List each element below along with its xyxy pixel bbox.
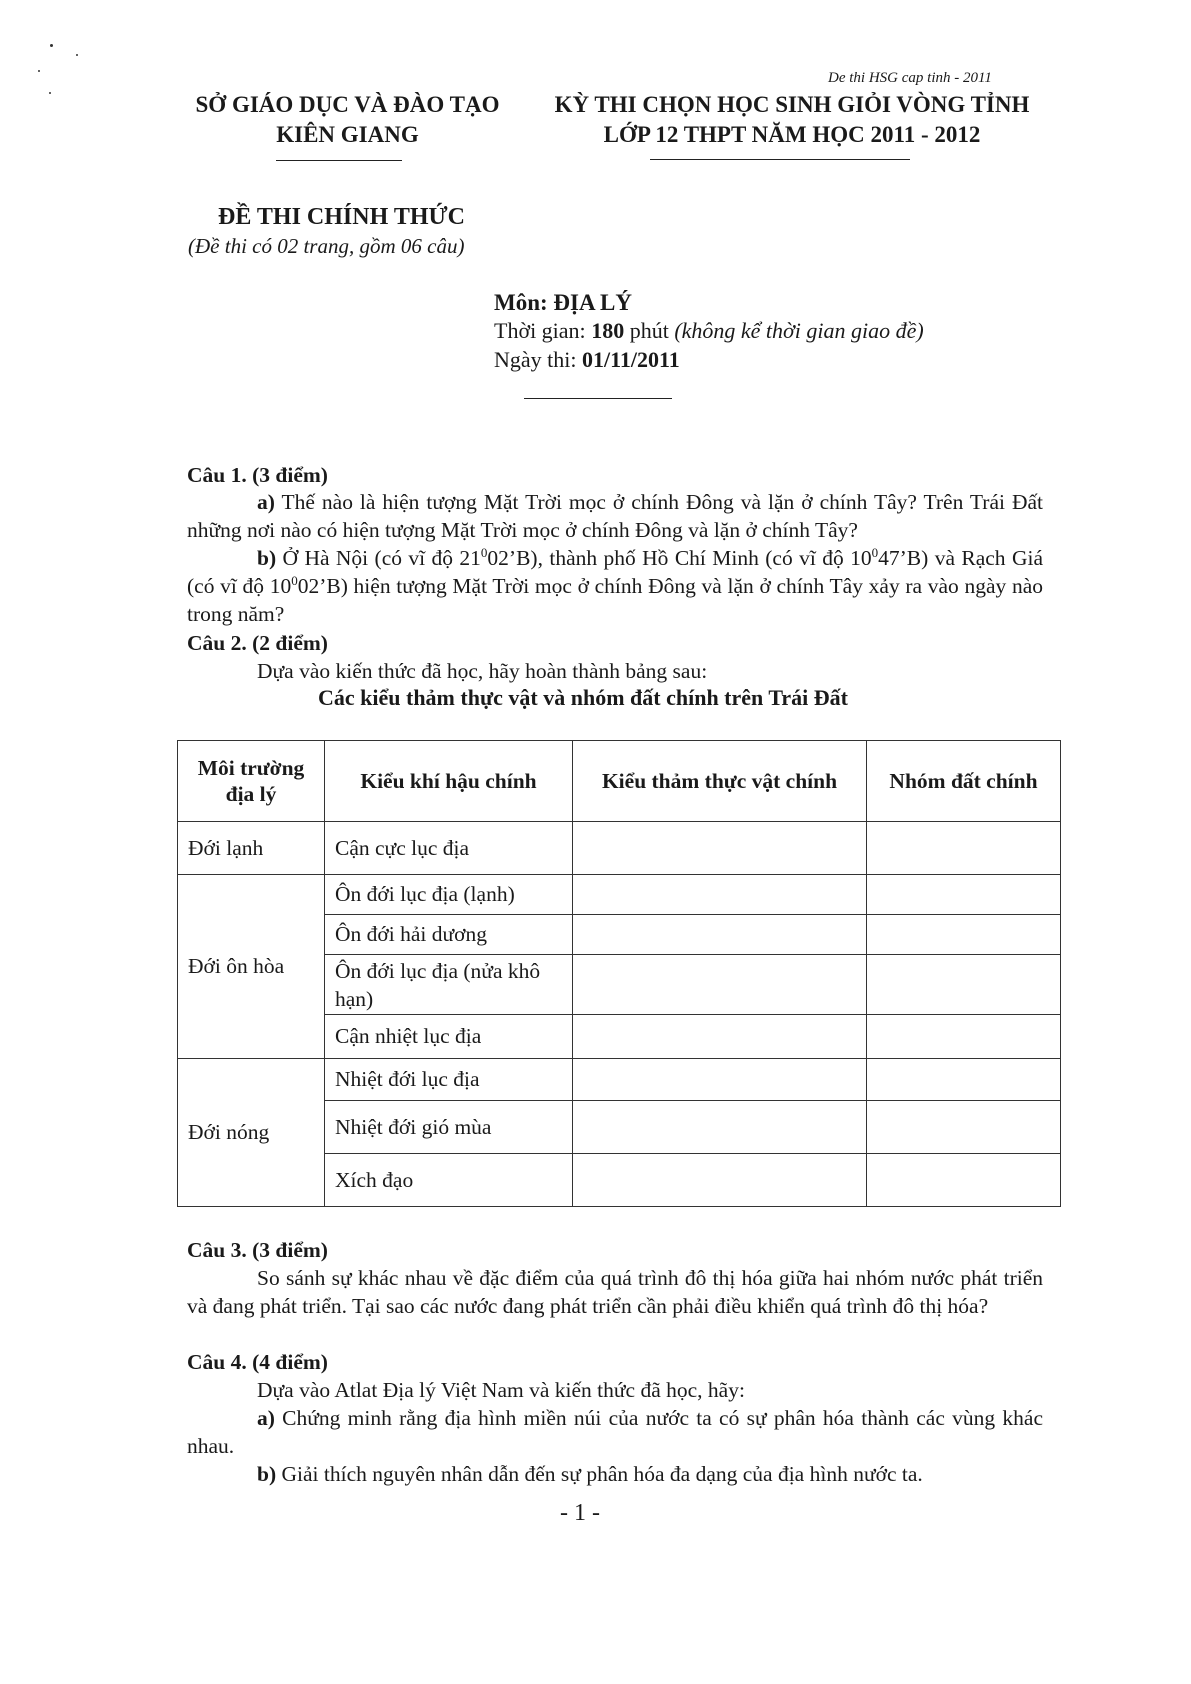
right-header-underline (650, 159, 910, 160)
zone-cell: Đới nóng (178, 1059, 325, 1207)
q1-a-text: Thế nào là hiện tượng Mặt Trời mọc ở chính Đông và lặn ở chính Tây? Trên Trái Đất những nơi nào có hiện tượng Mặt Trời mọc ở chính Đông và lặn ở chính Tây? (187, 490, 1043, 542)
vegetation-blank-cell[interactable] (573, 955, 867, 1015)
time-note: (không kể thời gian giao đề) (674, 318, 924, 343)
vegetation-blank-cell[interactable] (573, 915, 867, 955)
province-name: KIÊN GIANG (276, 122, 419, 147)
vegetation-blank-cell[interactable] (573, 1154, 867, 1207)
time-value: 180 (591, 318, 625, 343)
official-note: (Đề thi có 02 trang, gồm 06 câu) (188, 234, 465, 258)
department-name: SỞ GIÁO DỤC VÀ ĐÀO TẠO (195, 92, 500, 117)
scan-speck (38, 70, 40, 72)
degree-mark: 0 (291, 572, 298, 588)
climate-cell: Cận cực lục địa (325, 822, 573, 875)
soil-blank-cell[interactable] (867, 1015, 1061, 1059)
header-soil: Nhóm đất chính (867, 741, 1061, 822)
q1-heading: Câu 1. (3 điểm) (187, 463, 328, 487)
info-underline (524, 398, 672, 399)
table-row (178, 875, 1061, 915)
climate-cell: Nhiệt đới lục địa (325, 1059, 573, 1101)
vegetation-blank-cell[interactable] (573, 875, 867, 915)
subject-label: Môn: ĐỊA LÝ (494, 290, 633, 315)
q1-b-text-4: 02’B) hiện tượng Mặt Trời mọc ở chính Đông và lặn ở chính Tây xảy ra vào ngày nào trong năm? (187, 574, 1043, 626)
q4-heading: Câu 4. (4 điểm) (187, 1350, 328, 1374)
time-prefix: Thời gian: (494, 318, 592, 343)
q4-a-label: a) (257, 1406, 275, 1430)
table-header-row (178, 741, 1061, 822)
soil-blank-cell[interactable] (867, 955, 1061, 1015)
exam-year: LỚP 12 THPT NĂM HỌC 2011 - 2012 (603, 122, 981, 147)
scan-speck (49, 92, 51, 94)
q1-b-label: b) (257, 546, 277, 570)
vegetation-blank-cell[interactable] (573, 1101, 867, 1154)
climate-cell: Ôn đới lục địa (nửa khô hạn) (325, 955, 573, 1015)
q2-intro: Dựa vào kiến thức đã học, hãy hoàn thành bảng sau: (257, 659, 708, 683)
degree-mark: 0 (480, 544, 488, 560)
soil-blank-cell[interactable] (867, 915, 1061, 955)
header-environment: Môi trường địa lý (178, 741, 325, 822)
soil-blank-cell[interactable] (867, 822, 1061, 875)
vegetation-blank-cell[interactable] (573, 1015, 867, 1059)
soil-blank-cell[interactable] (867, 1101, 1061, 1154)
q1-b-text-1: Ở Hà Nội (có vĩ độ 21 (276, 546, 481, 570)
q4-part-a (187, 1404, 1043, 1460)
header-climate: Kiểu khí hậu chính (325, 741, 573, 822)
q3-heading: Câu 3. (3 điểm) (187, 1238, 328, 1262)
q3-text: So sánh sự khác nhau về đặc điểm của quá trình đô thị hóa giữa hai nhóm nước phát triển và đang phát triển. Tại sao các nước đang phát triển cần phải điều khiển quá trình đô thị hóa? (187, 1266, 1043, 1318)
exam-header (532, 90, 1052, 150)
climate-cell: Cận nhiệt lục địa (325, 1015, 573, 1059)
scan-speck (76, 54, 78, 56)
q4-b-text: Giải thích nguyên nhân dẫn đến sự phân hóa đa dạng của địa hình nước ta. (276, 1462, 923, 1486)
q4-part-b (187, 1460, 1043, 1488)
table-row (178, 1059, 1061, 1101)
department-header (180, 90, 515, 150)
soil-blank-cell[interactable] (867, 1154, 1061, 1207)
left-header-underline (276, 160, 402, 161)
vegetation-blank-cell[interactable] (573, 1059, 867, 1101)
official-title: ĐỀ THI CHÍNH THỨC (218, 204, 465, 230)
soil-blank-cell[interactable] (867, 875, 1061, 915)
soil-blank-cell[interactable] (867, 1059, 1061, 1101)
q4-intro: Dựa vào Atlat Địa lý Việt Nam và kiến thức đã học, hãy: (257, 1378, 745, 1402)
q1-part-b (187, 544, 1043, 628)
q4-b-label: b) (257, 1462, 277, 1486)
date-value: 01/11/2011 (582, 347, 680, 372)
exam-tag: De thi HSG cap tinh - 2011 (828, 70, 992, 86)
table-row (178, 822, 1061, 875)
scan-speck (50, 44, 53, 47)
zone-cell: Đới lạnh (178, 822, 325, 875)
vegetation-soil-table (177, 740, 1061, 1207)
zone-cell: Đới ôn hòa (178, 875, 325, 1059)
climate-cell: Nhiệt đới gió mùa (325, 1101, 573, 1154)
header-vegetation: Kiểu thảm thực vật chính (573, 741, 867, 822)
exam-name: KỲ THI CHỌN HỌC SINH GIỎI VÒNG TỈNH (554, 92, 1030, 117)
q2-heading: Câu 2. (2 điểm) (187, 631, 328, 655)
q1-b-text-3: 47’B) và Rạch Giá (có vĩ độ 10 (187, 546, 1043, 598)
exam-date (494, 347, 680, 373)
climate-cell: Ôn đới lục địa (lạnh) (325, 875, 573, 915)
q4-a-text: Chứng minh rằng địa hình miền núi của nước ta có sự phân hóa thành các vùng khác nhau. (187, 1406, 1043, 1458)
date-prefix: Ngày thi: (494, 347, 582, 372)
table-title: Các kiểu thảm thực vật và nhóm đất chính trên Trái Đất (318, 685, 849, 710)
climate-cell: Xích đạo (325, 1154, 573, 1207)
q1-part-a (187, 488, 1043, 544)
climate-cell: Ôn đới hải dương (325, 915, 573, 955)
q1-a-label: a) (257, 490, 275, 514)
vegetation-blank-cell[interactable] (573, 822, 867, 875)
exam-time (494, 318, 924, 344)
degree-mark: 0 (871, 544, 879, 560)
time-unit: phút (624, 318, 675, 343)
q1-b-text-2: 02’B), thành phố Hồ Chí Minh (có vĩ độ 10 (487, 546, 872, 570)
page-number: - 1 - (560, 1500, 600, 1526)
